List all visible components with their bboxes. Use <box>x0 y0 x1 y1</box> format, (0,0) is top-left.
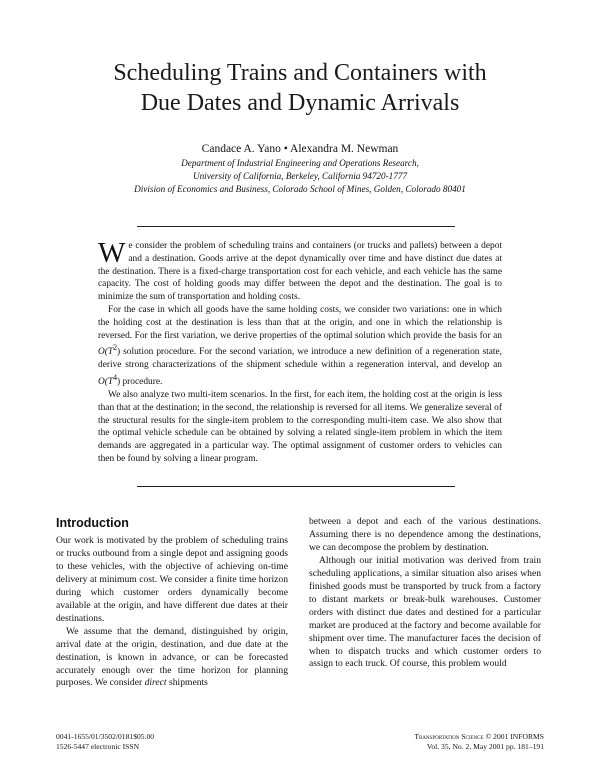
right-column <box>309 516 541 671</box>
complexity-notation: O(T <box>98 347 114 358</box>
author-list <box>0 142 600 156</box>
footer-citation <box>414 732 544 751</box>
author-separator-bullet: • <box>283 143 288 155</box>
body-paragraph: between a depot and each of the various destinations. Assuming there is no dependence among the destinations, we can decompose the problem by destination. <box>309 516 541 553</box>
abstract-paragraph: For the case in which all goods have the same holding costs, we consider two variations: one in which the holding cost at the destination is less than that at the origin, and one in which the relationship is reversed. For the first variation, we derive properties of the optimal solution which provide the basis for an $O(T^2)$ solution procedure. For the second variation, we introduce a new definition of a regeneration state, derive strong characterizations of the shipment schedule within a regeneration interval, and develop an $O(T^4)$ procedure. <box>98 304 502 388</box>
affiliations <box>0 157 600 197</box>
title-line-1: Scheduling Trains and Containers with <box>113 60 487 86</box>
abstract-top-rule <box>137 226 455 227</box>
body-paragraph: Although our initial motivation was derived from train scheduling applications, a similar situation also arises when finished goods must be transported by truck from a factory to distant markets or break-bulk warehouses. Customer orders with distinct due dates and destined for a particular market are produced at the factory and become available for shipment over time. The manufacturer faces the decision of when to dispatch trucks and which customer orders to assign to each truck. Of course, this problem would <box>309 554 541 670</box>
abstract-paragraph: We also analyze two multi-item scenarios. In the first, for each item, the holding cost at the origin is less than that at the destination; in the second, the relationship is reversed for all items. We generalize several of the structural results for the single-item problem to the corresponding multi-item case. We also show that the optimal vehicle schedule can be obtained by solving a related single-item problem in which the item demands are aggregated in a particular way. The optimal assignment of customer orders to vehicles can then be found by solving a linear program. <box>98 390 502 464</box>
body-paragraph: We assume that the demand, distinguished by origin, arrival date at the origin, destination, and due date at the destination, is known in advance, or can be forecasted accurately enough over the time horizon for planning purposes. We consider direct shipments <box>56 625 288 689</box>
body-paragraph: Our work is motivated by the problem of scheduling trains or trucks outbound from a single depot and assigning goods to these vehicles, with the objective of achieving on-time delivery at minimum cost. We consider a finite time horizon during which customer orders dynamically become available at the origin, and have different due dates at their destinations. <box>56 535 288 624</box>
abstract <box>98 237 502 466</box>
issn-line: 0041-1655/01/3502/0181$05.00 <box>56 732 155 741</box>
title-line-2: Due Dates and Dynamic Arrivals <box>140 90 460 116</box>
author-name: Candace A. Yano <box>201 143 281 155</box>
issn-line: 1526-5447 electronic ISSN <box>56 741 140 751</box>
section-heading: Introduction <box>56 516 129 530</box>
affiliation-line: Division of Economics and Business, Colorado School of Mines, Golden, Colorado 80401 <box>134 184 466 195</box>
volume-info: Vol. 35, No. 2, May 2001 pp. 181–191 <box>426 741 544 751</box>
affiliation-line: University of California, Berkeley, California 94720-1777 <box>192 171 408 182</box>
author-name: Alexandra M. Newman <box>290 143 399 155</box>
footer-issn <box>56 732 154 751</box>
left-column <box>56 516 288 690</box>
affiliation-line: Department of Industrial Engineering and Operations Research, <box>181 158 419 168</box>
drop-cap: W <box>98 237 126 269</box>
abstract-bottom-rule <box>137 486 455 487</box>
copyright: © 2001 INFORMS <box>483 732 544 741</box>
abstract-paragraph: We consider the problem of scheduling trains and containers (or trucks and pallets) between a depot and a destination. Goods arrive at the depot dynamically over time and have distinct due dates at the destination. There is a fixed-charge transportation cost for each vehicle, and each vehicle has the same capacity. The cost of holding goods may differ between the depot and the destination. The goal is to minimize the sum of transportation and holding costs. <box>98 237 502 303</box>
journal-name: Transportation Science <box>414 732 484 741</box>
paper-title <box>0 58 600 118</box>
complexity-notation: O(T <box>98 377 114 388</box>
